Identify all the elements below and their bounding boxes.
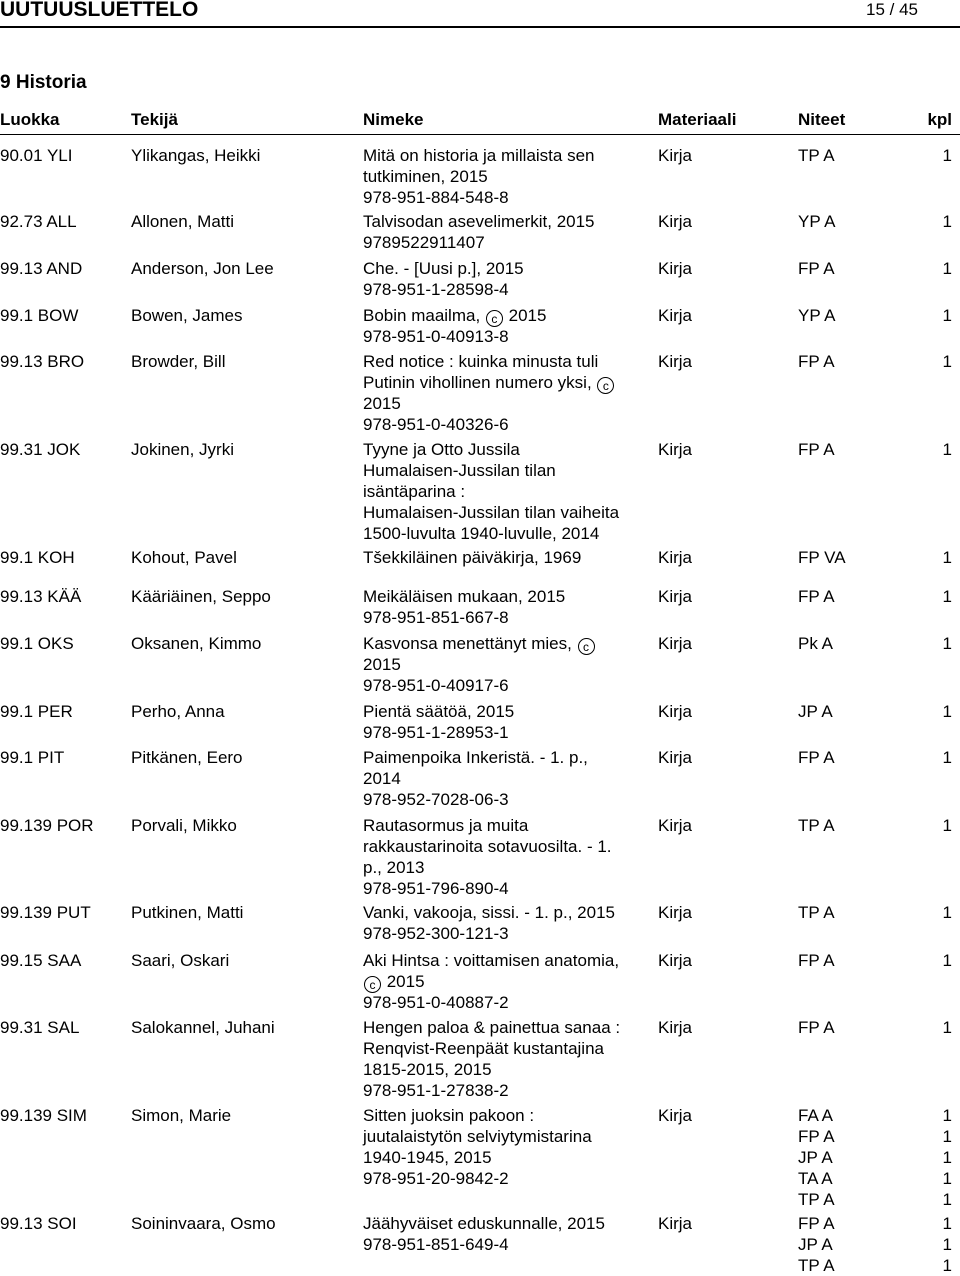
copy-count: 1 — [942, 1256, 952, 1275]
column-header-nimeke: Nimeke — [363, 110, 424, 129]
author: Pitkänen, Eero — [131, 748, 243, 767]
title-line: tutkiminen, 2015 — [363, 167, 488, 186]
class-code: 99.31 JOK — [0, 440, 81, 459]
class-code: 99.13 AND — [0, 259, 83, 278]
copies-location-cell — [798, 351, 835, 372]
copies-location-cell — [798, 258, 835, 279]
title-line: Bobin maailma, c 2015 — [363, 306, 547, 326]
title-line: 978-951-796-890-4 — [363, 879, 509, 898]
copy-count: 1 — [942, 212, 952, 231]
material: Kirja — [658, 1214, 693, 1233]
title-line: Renqvist-Reenpäät kustantajina — [363, 1039, 604, 1058]
title-line: Putinin vihollinen numero yksi, c — [363, 372, 648, 393]
copies-location-cell — [798, 902, 835, 923]
copy-location: FA A — [798, 1106, 833, 1125]
author: Ylikangas, Heikki — [131, 146, 261, 165]
copies-count-cell — [943, 439, 952, 460]
author: Allonen, Matti — [131, 212, 234, 231]
copyright-symbol: c — [578, 638, 595, 655]
title-cell — [363, 439, 648, 544]
title-cell — [363, 586, 648, 628]
copy-count: 1 — [942, 1127, 952, 1146]
copies-location-cell — [798, 1213, 835, 1276]
page-number: 15 / 45 — [866, 0, 918, 19]
copies-location-cell — [798, 815, 835, 836]
author: Soininvaara, Osmo — [131, 1214, 276, 1233]
copies-count-cell — [943, 950, 952, 971]
author: Bowen, James — [131, 306, 243, 325]
author: Simon, Marie — [131, 1106, 232, 1125]
title-line: Vanki, vakooja, sissi. - 1. p., 2015 — [363, 903, 615, 922]
title-line: Jäähyväiset eduskunnalle, 2015 — [363, 1214, 605, 1233]
material: Kirja — [658, 306, 693, 325]
material: Kirja — [658, 440, 693, 459]
title-line: Humalaisen-Jussilan tilan — [363, 461, 556, 480]
title-line: Rautasormus ja muita — [363, 816, 529, 835]
class-code: 99.139 POR — [0, 816, 94, 835]
copies-count-cell — [943, 305, 952, 326]
copy-count: 1 — [942, 1190, 952, 1209]
title-cell — [363, 1213, 648, 1255]
column-header-materiaali: Materiaali — [658, 110, 737, 129]
copies-location-cell — [798, 950, 835, 971]
class-code: 99.139 SIM — [0, 1106, 87, 1125]
author: Anderson, Jon Lee — [131, 259, 274, 278]
copy-count: 1 — [942, 634, 952, 653]
title-line: p., 2013 — [363, 858, 425, 877]
class-code: 92.73 ALL — [0, 212, 77, 231]
copies-count-cell — [943, 1105, 952, 1210]
copy-count: 1 — [942, 1235, 952, 1254]
title-line: 978-951-884-548-8 — [363, 188, 509, 207]
copy-count: 1 — [942, 951, 952, 970]
title-cell — [363, 258, 648, 300]
title-line: Kasvonsa menettänyt mies, c — [363, 633, 648, 654]
material: Kirja — [658, 146, 693, 165]
material: Kirja — [658, 816, 693, 835]
class-code: 99.139 PUT — [0, 903, 91, 922]
column-header-niteet: Niteet — [798, 110, 846, 129]
author: Perho, Anna — [131, 702, 225, 721]
title-line: 1940-1945, 2015 — [363, 1148, 492, 1167]
material: Kirja — [658, 259, 693, 278]
author: Jokinen, Jyrki — [131, 440, 234, 459]
copy-location: TP A — [798, 903, 835, 922]
copy-count: 1 — [942, 352, 952, 371]
title-line: Talvisodan asevelimerkit, 2015 — [363, 212, 595, 231]
copies-location-cell — [798, 633, 833, 654]
copy-location: FP A — [798, 1018, 835, 1037]
copies-location-cell — [798, 1105, 835, 1210]
title-line: Che. - [Uusi p.], 2015 — [363, 259, 524, 278]
title-line: 2014 — [363, 769, 401, 788]
title-line: 978-952-300-121-3 — [363, 924, 509, 943]
copies-location-cell — [798, 211, 836, 232]
title-cell — [363, 145, 648, 208]
section-title: 9 Historia — [0, 72, 87, 93]
title-line: Aki Hintsa : voittamisen anatomia, — [363, 951, 620, 970]
title-line: rakkaustarinoita sotavuosilta. - 1. — [363, 837, 612, 856]
class-code: 90.01 YLI — [0, 146, 73, 165]
author: Kohout, Pavel — [131, 548, 237, 567]
title-cell — [363, 1017, 648, 1101]
title-line: 978-951-0-40326-6 — [363, 415, 509, 434]
title-line: Paimenpoika Inkeristä. - 1. p., — [363, 748, 588, 767]
title-line: 978-951-0-40887-2 — [363, 993, 509, 1012]
author: Salokannel, Juhani — [131, 1018, 275, 1037]
material: Kirja — [658, 634, 693, 653]
copy-location: JP A — [798, 1235, 833, 1254]
copies-location-cell — [798, 145, 835, 166]
title-line: Pientä säätöä, 2015 — [363, 702, 515, 721]
copy-location: FP A — [798, 1127, 835, 1146]
copy-count: 1 — [942, 1214, 952, 1233]
copies-count-cell — [943, 815, 952, 836]
copies-count-cell — [943, 902, 952, 923]
copy-count: 1 — [942, 1018, 952, 1037]
title-line: 2015 — [363, 655, 401, 674]
class-code: 99.1 PIT — [0, 748, 65, 767]
copy-count: 1 — [942, 548, 952, 567]
copies-location-cell — [798, 701, 833, 722]
copy-count: 1 — [942, 146, 952, 165]
copy-location: TP A — [798, 1190, 835, 1209]
author: Kääriäinen, Seppo — [131, 587, 271, 606]
document-title: UUTUUSLUETTELO — [0, 0, 199, 21]
title-cell — [363, 1105, 648, 1189]
copyright-symbol: c — [597, 377, 614, 394]
copies-count-cell — [943, 701, 952, 722]
copies-count-cell — [943, 1017, 952, 1038]
material: Kirja — [658, 951, 693, 970]
material: Kirja — [658, 748, 693, 767]
copies-count-cell — [943, 747, 952, 768]
title-line: 1500-luvulta 1940-luvulle, 2014 — [363, 524, 600, 543]
copies-count-cell — [943, 1213, 952, 1276]
title-cell — [363, 351, 648, 435]
copy-count: 1 — [942, 903, 952, 922]
copies-count-cell — [943, 547, 952, 568]
title-line: 978-951-1-28598-4 — [363, 280, 509, 299]
copy-location: TP A — [798, 146, 835, 165]
copy-location: FP A — [798, 440, 835, 459]
copies-count-cell — [943, 586, 952, 607]
author: Putkinen, Matti — [131, 903, 244, 922]
class-code: 99.1 OKS — [0, 634, 74, 653]
copy-location: YP A — [798, 212, 836, 231]
title-line: Humalaisen-Jussilan tilan vaiheita — [363, 503, 620, 522]
author: Saari, Oskari — [131, 951, 230, 970]
copy-location: TP A — [798, 816, 835, 835]
title-cell — [363, 747, 648, 810]
copy-count: 1 — [942, 306, 952, 325]
class-code: 99.13 KÄÄ — [0, 587, 82, 606]
title-line: 978-951-1-27838-2 — [363, 1081, 509, 1100]
copy-count: 1 — [942, 259, 952, 278]
title-line: juutalaistytön selviytymistarina — [363, 1127, 592, 1146]
class-code: 99.1 BOW — [0, 306, 79, 325]
title-line: 9789522911407 — [363, 233, 485, 252]
copy-count: 1 — [942, 587, 952, 606]
title-line: 978-951-0-40917-6 — [363, 676, 509, 695]
copy-location: Pk A — [798, 634, 833, 653]
column-header-luokka: Luokka — [0, 110, 60, 129]
copy-count: 1 — [942, 1169, 952, 1188]
title-line: c 2015 — [363, 971, 648, 992]
copy-count: 1 — [942, 702, 952, 721]
class-code: 99.13 BRO — [0, 352, 85, 371]
copy-count: 1 — [942, 1148, 952, 1167]
copy-location: FP A — [798, 352, 835, 371]
copies-location-cell — [798, 1017, 835, 1038]
copy-location: TP A — [798, 1256, 835, 1275]
title-cell — [363, 950, 648, 1013]
copy-location: TA A — [798, 1169, 833, 1188]
title-line: 978-951-851-649-4 — [363, 1235, 509, 1254]
author: Oksanen, Kimmo — [131, 634, 262, 653]
title-line: Tšekkiläinen päiväkirja, 1969 — [363, 548, 582, 567]
copies-count-cell — [943, 145, 952, 166]
title-line: Mitä on historia ja millaista sen — [363, 146, 595, 165]
title-line: 978-951-20-9842-2 — [363, 1169, 509, 1188]
material: Kirja — [658, 212, 693, 231]
title-cell — [363, 547, 648, 568]
copy-location: FP A — [798, 748, 835, 767]
copies-location-cell — [798, 747, 835, 768]
class-code: 99.13 SOI — [0, 1214, 77, 1233]
class-code: 99.15 SAA — [0, 951, 82, 970]
class-code: 99.1 PER — [0, 702, 73, 721]
copies-location-cell — [798, 586, 835, 607]
copyright-symbol: c — [486, 310, 503, 327]
material: Kirja — [658, 352, 693, 371]
title-cell — [363, 211, 648, 253]
copy-location: JP A — [798, 1148, 833, 1167]
title-cell — [363, 815, 648, 899]
column-header-tekija: Tekijä — [131, 110, 178, 129]
class-code: 99.1 KOH — [0, 548, 75, 567]
title-line: 2015 — [363, 394, 401, 413]
material: Kirja — [658, 1018, 693, 1037]
title-line: Hengen paloa & painettua sanaa : — [363, 1018, 621, 1037]
copy-count: 1 — [942, 440, 952, 459]
title-line: 1815-2015, 2015 — [363, 1060, 492, 1079]
copy-location: FP A — [798, 951, 835, 970]
title-line: isäntäparina : — [363, 482, 466, 501]
material: Kirja — [658, 587, 693, 606]
material: Kirja — [658, 702, 693, 721]
copy-location: FP A — [798, 587, 835, 606]
copy-count: 1 — [942, 816, 952, 835]
copies-location-cell — [798, 439, 835, 460]
material: Kirja — [658, 1106, 693, 1125]
author: Browder, Bill — [131, 352, 226, 371]
copy-count: 1 — [942, 1106, 952, 1125]
title-cell — [363, 633, 648, 696]
copies-count-cell — [943, 351, 952, 372]
title-line: Tyyne ja Otto Jussila — [363, 440, 520, 459]
title-line: Red notice : kuinka minusta tuli — [363, 352, 599, 371]
title-cell — [363, 305, 648, 347]
class-code: 99.31 SAL — [0, 1018, 80, 1037]
copy-location: FP VA — [798, 548, 846, 567]
title-line: 978-951-1-28953-1 — [363, 723, 509, 742]
column-header-kpl: kpl — [927, 110, 952, 129]
copy-location: YP A — [798, 306, 836, 325]
title-cell — [363, 701, 648, 743]
copy-location: FP A — [798, 1214, 835, 1233]
title-line: Sitten juoksin pakoon : — [363, 1106, 535, 1125]
material: Kirja — [658, 548, 693, 567]
copies-location-cell — [798, 547, 846, 568]
copy-location: FP A — [798, 259, 835, 278]
title-line: 978-951-0-40913-8 — [363, 327, 509, 346]
author: Porvali, Mikko — [131, 816, 237, 835]
title-line: 978-951-851-667-8 — [363, 608, 509, 627]
copies-count-cell — [943, 633, 952, 654]
copies-count-cell — [943, 258, 952, 279]
title-line: Meikäläisen mukaan, 2015 — [363, 587, 566, 606]
material: Kirja — [658, 903, 693, 922]
copy-count: 1 — [942, 748, 952, 767]
copies-location-cell — [798, 305, 836, 326]
title-line: 978-952-7028-06-3 — [363, 790, 509, 809]
title-cell — [363, 902, 648, 944]
copy-location: JP A — [798, 702, 833, 721]
copyright-symbol: c — [364, 976, 381, 993]
copies-count-cell — [943, 211, 952, 232]
